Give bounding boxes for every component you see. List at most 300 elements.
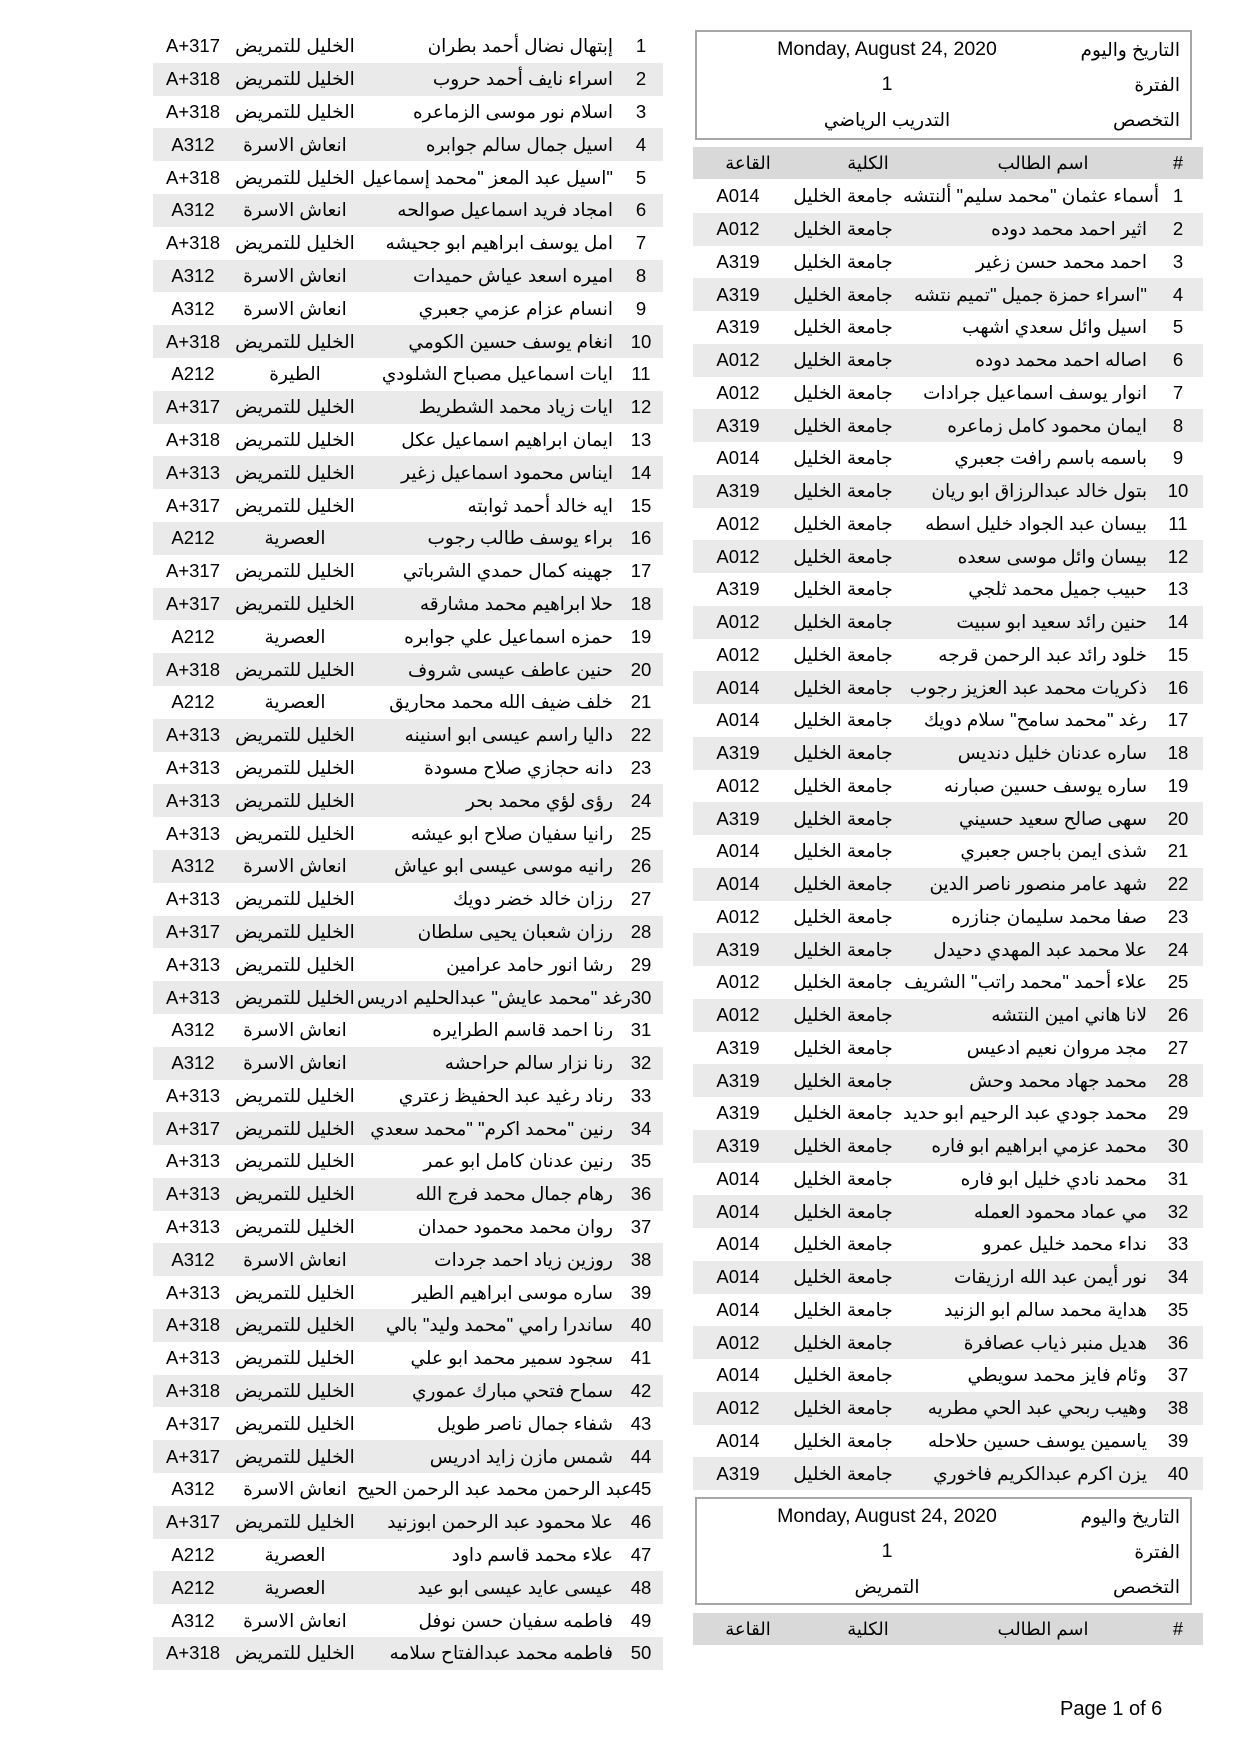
- college-name: جامعة الخليل: [793, 414, 893, 436]
- table-row: [693, 311, 1203, 344]
- header-name: اسم الطالب: [997, 152, 1089, 173]
- room-code: A319: [716, 1462, 760, 1484]
- room-code: A014: [716, 873, 760, 895]
- college-name: جامعة الخليل: [793, 1429, 893, 1451]
- row-number: 25: [1167, 971, 1189, 993]
- college-name: الخليل للتمريض: [235, 68, 355, 90]
- row-number: 40: [630, 1314, 652, 1336]
- table-row: [693, 1195, 1203, 1228]
- table-row: [153, 260, 663, 293]
- row-number: 44: [630, 1445, 652, 1467]
- row-number: 39: [1167, 1429, 1189, 1451]
- period-value: 1: [881, 1540, 893, 1562]
- row-number: 20: [1167, 807, 1189, 829]
- student-name: وئام فايز محمد سويطي: [967, 1364, 1147, 1386]
- major-value: التدريب الرياضي: [823, 108, 951, 130]
- student-name: إبتهال نضال أحمد بطران: [427, 35, 613, 57]
- row-number: 3: [635, 100, 647, 122]
- row-number: 27: [1167, 1036, 1189, 1058]
- student-name: سماح فتحي مبارك عموري: [412, 1380, 613, 1402]
- college-name: جامعة الخليل: [793, 1135, 893, 1157]
- row-number: 9: [635, 297, 647, 319]
- college-name: جامعة الخليل: [793, 283, 893, 305]
- student-name: حمزه اسماعيل علي جوابره: [404, 625, 613, 647]
- row-number: 13: [630, 428, 652, 450]
- header-num: #: [1172, 1618, 1183, 1639]
- row-number: 48: [630, 1576, 652, 1598]
- student-name: نور أيمن عبد الله ارزيقات: [954, 1266, 1147, 1288]
- row-number: 38: [1167, 1397, 1189, 1419]
- row-number: 10: [1167, 480, 1189, 502]
- major-value: التمريض: [854, 1575, 920, 1597]
- room-code: A+313: [165, 461, 220, 483]
- table-row: [153, 588, 663, 621]
- header-room: القاعة: [725, 152, 771, 173]
- row-number: 50: [630, 1642, 652, 1664]
- college-name: جامعة الخليل: [793, 1102, 893, 1124]
- student-name: خلود رائد عبد الرحمن قرجه: [938, 643, 1147, 665]
- student-name: ساره عدنان خليل دنديس: [957, 742, 1147, 764]
- college-name: الخليل للتمريض: [235, 658, 355, 680]
- college-name: الخليل للتمريض: [235, 822, 355, 844]
- row-number: 35: [1167, 1298, 1189, 1320]
- row-number: 46: [630, 1511, 652, 1533]
- table-row: [153, 555, 663, 588]
- room-code: A212: [171, 691, 215, 713]
- table-row: [153, 1014, 663, 1047]
- student-name: رغد "محمد سامح" سلام دويك: [923, 709, 1147, 731]
- student-name: مجد مروان نعيم ادعيس: [966, 1036, 1147, 1058]
- student-name: امل يوسف ابراهيم ابو جحيشه: [385, 232, 613, 254]
- table-row: [693, 180, 1203, 213]
- college-name: جامعة الخليل: [793, 742, 893, 764]
- row-number: 49: [630, 1609, 652, 1631]
- row-number: 24: [1167, 938, 1189, 960]
- room-code: A312: [171, 297, 215, 319]
- table-row: [693, 213, 1203, 246]
- header-college: الكلية: [847, 1618, 889, 1639]
- room-code: A+313: [165, 756, 220, 778]
- student-name: يزن اكرم عبدالكريم فاخوري: [933, 1462, 1147, 1484]
- room-code: A014: [716, 447, 760, 469]
- table-row: [153, 1375, 663, 1408]
- student-name: شمس مازن زايد ادريس: [429, 1445, 613, 1467]
- student-name: صفا محمد سليمان جنازره: [951, 905, 1147, 927]
- room-code: A+317: [165, 35, 220, 57]
- table-row: [153, 1604, 663, 1637]
- table-row: [693, 1392, 1203, 1425]
- room-code: A+318: [165, 1642, 220, 1664]
- row-number: 37: [1167, 1364, 1189, 1386]
- student-name: رؤى لؤي محمد بحر: [466, 789, 613, 811]
- college-name: الخليل للتمريض: [235, 166, 355, 188]
- college-name: جامعة الخليل: [793, 1331, 893, 1353]
- college-name: جامعة الخليل: [793, 643, 893, 665]
- table-row: [153, 883, 663, 916]
- table-row: [693, 1064, 1203, 1097]
- student-name: احمد محمد حسن زغير: [975, 250, 1147, 272]
- college-name: جامعة الخليل: [793, 774, 893, 796]
- college-name: الخليل للتمريض: [235, 953, 355, 975]
- college-name: الخليل للتمريض: [235, 1281, 355, 1303]
- period-line: [697, 67, 1190, 102]
- table-row: [693, 475, 1203, 508]
- room-code: A012: [716, 1397, 760, 1419]
- college-name: انعاش الاسرة: [243, 855, 347, 877]
- student-name: عبد الرحمن محمد عبد الرحمن الحيح: [357, 1478, 633, 1500]
- row-number: 17: [630, 560, 652, 582]
- college-name: الطيرة: [269, 363, 321, 385]
- row-number: 12: [630, 396, 652, 418]
- row-number: 26: [630, 855, 652, 877]
- college-name: العصرية: [264, 1544, 326, 1566]
- college-name: جامعة الخليل: [793, 1233, 893, 1255]
- table-row: [153, 1309, 663, 1342]
- room-code: A+313: [165, 888, 220, 910]
- table-row: [153, 424, 663, 457]
- table-row: [693, 1163, 1203, 1196]
- row-number: 14: [630, 461, 652, 483]
- student-name: ايناس محمود اسماعيل زغير: [401, 461, 613, 483]
- college-name: جامعة الخليل: [793, 807, 893, 829]
- table-row: [693, 1130, 1203, 1163]
- room-code: A312: [171, 1478, 215, 1500]
- college-name: الخليل للتمريض: [235, 756, 355, 778]
- student-name: رشا انور حامد عرامين: [446, 953, 613, 975]
- table-row: [693, 933, 1203, 966]
- room-code: A012: [716, 512, 760, 534]
- row-number: 5: [1172, 316, 1184, 338]
- row-number: 6: [1172, 349, 1184, 371]
- table-row: [153, 161, 663, 194]
- row-number: 30: [1167, 1135, 1189, 1157]
- row-number: 24: [630, 789, 652, 811]
- college-name: العصرية: [264, 527, 326, 549]
- student-name: روان محمد محمود حمدان: [417, 1216, 613, 1238]
- table-row: [693, 409, 1203, 442]
- college-name: جامعة الخليل: [793, 1298, 893, 1320]
- row-number: 19: [1167, 774, 1189, 796]
- student-name: اسيل وائل سعدي اشهب: [962, 316, 1147, 338]
- student-name: اسراء حمزة جميل "تميم نتشه": [913, 283, 1147, 305]
- student-name: محمد جهاد محمد وحش: [969, 1069, 1147, 1091]
- student-name: انسام عزام عزمي جعبري: [418, 297, 613, 319]
- table-row: [153, 128, 663, 161]
- college-name: جامعة الخليل: [793, 971, 893, 993]
- student-name: رناد رغيد عبد الحفيظ زعتري: [398, 1084, 613, 1106]
- table-row: [693, 442, 1203, 475]
- row-number: 11: [631, 363, 651, 385]
- table-row: [153, 489, 663, 522]
- row-number: 36: [630, 1183, 652, 1205]
- student-name: ايات زياد محمد الشطريط: [418, 396, 613, 418]
- room-code: A014: [716, 1167, 760, 1189]
- table-row: [153, 850, 663, 883]
- table-row: [153, 1440, 663, 1473]
- table-row: [693, 278, 1203, 311]
- student-name: جهينه كمال حمدي الشرباتي: [402, 560, 613, 582]
- table-row: [693, 1294, 1203, 1327]
- table-row: [153, 1112, 663, 1145]
- college-name: الخليل للتمريض: [235, 330, 355, 352]
- table-row: [693, 1326, 1203, 1359]
- room-code: A012: [716, 218, 760, 240]
- student-name: رنين "محمد اكرم" "محمد سعدي: [370, 1117, 613, 1139]
- room-code: A+313: [165, 953, 220, 975]
- room-code: A+317: [165, 1412, 220, 1434]
- college-name: جامعة الخليل: [793, 1069, 893, 1091]
- college-name: انعاش الاسرة: [243, 1019, 347, 1041]
- college-name: الخليل للتمريض: [235, 1511, 355, 1533]
- table-header-top: [693, 147, 1203, 179]
- table-row: [693, 770, 1203, 803]
- room-code: A+317: [165, 592, 220, 614]
- student-name: سهى صالح سعيد حسيني: [958, 807, 1147, 829]
- student-name: حنين رائد سعيد ابو سبيت: [956, 611, 1147, 633]
- row-number: 1: [1172, 185, 1184, 207]
- table-row: [153, 1539, 663, 1572]
- table-row: [153, 522, 663, 555]
- college-name: جامعة الخليل: [793, 1397, 893, 1419]
- student-name: وهيب ربحي عبد الحي مطريه: [927, 1397, 1147, 1419]
- row-number: 43: [630, 1412, 652, 1434]
- row-number: 29: [1167, 1102, 1189, 1124]
- student-name: اميره اسعد عياش حميدات: [412, 264, 613, 286]
- college-name: جامعة الخليل: [793, 938, 893, 960]
- table-row: [153, 620, 663, 653]
- major-line: [697, 1569, 1190, 1604]
- student-name: شذى ايمن باجس جعبري: [960, 840, 1147, 862]
- college-name: الخليل للتمريض: [235, 1412, 355, 1434]
- college-name: جامعة الخليل: [793, 840, 893, 862]
- room-code: A212: [171, 527, 215, 549]
- college-name: جامعة الخليل: [793, 1200, 893, 1222]
- student-name: براء يوسف طالب رجوب: [427, 527, 613, 549]
- table-row: [153, 1506, 663, 1539]
- room-code: A319: [716, 414, 760, 436]
- college-name: الخليل للتمريض: [235, 789, 355, 811]
- college-name: جامعة الخليل: [793, 611, 893, 633]
- college-name: انعاش الاسرة: [243, 133, 347, 155]
- table-row: [153, 227, 663, 260]
- row-number: 17: [1167, 709, 1189, 731]
- row-number: 13: [1167, 578, 1189, 600]
- room-code: A212: [171, 363, 215, 385]
- room-code: A+318: [165, 166, 220, 188]
- college-name: جامعة الخليل: [793, 349, 893, 371]
- row-number: 16: [630, 527, 652, 549]
- table-row: [153, 391, 663, 424]
- college-name: الخليل للتمريض: [235, 428, 355, 450]
- row-number: 18: [1167, 742, 1189, 764]
- top-info-box: [695, 30, 1192, 140]
- row-number: 23: [630, 756, 652, 778]
- student-name: علاء محمد قاسم داود: [451, 1544, 613, 1566]
- student-name: ايه خالد أحمد ثوابته: [467, 494, 613, 516]
- room-code: A319: [716, 1036, 760, 1058]
- table-row: [693, 966, 1203, 999]
- student-name: روزين زياد احمد جردات: [434, 1248, 613, 1270]
- date-line: [697, 32, 1190, 67]
- table-row: [693, 573, 1203, 606]
- room-code: A+318: [165, 232, 220, 254]
- row-number: 29: [630, 953, 652, 975]
- row-number: 12: [1167, 545, 1189, 567]
- table-row: [153, 916, 663, 949]
- room-code: A+313: [165, 724, 220, 746]
- right-student-table: [693, 180, 1203, 1490]
- student-name: فاطمه سفيان حسن نوفل: [418, 1609, 613, 1631]
- room-code: A+317: [165, 1117, 220, 1139]
- table-row: [693, 540, 1203, 573]
- row-number: 39: [630, 1281, 652, 1303]
- student-name: خلف ضيف الله محمد محاريق: [389, 691, 613, 713]
- student-name: باسمه باسم رافت جعبري: [954, 447, 1147, 469]
- room-code: A+317: [165, 560, 220, 582]
- room-code: A014: [716, 1429, 760, 1451]
- row-number: 34: [1167, 1266, 1189, 1288]
- student-name: علاء أحمد "محمد راتب" الشريف: [904, 971, 1147, 993]
- table-row: [153, 1571, 663, 1604]
- student-name: بيسان وائل موسى سعده: [957, 545, 1147, 567]
- table-row: [693, 868, 1203, 901]
- college-name: الخليل للتمريض: [235, 494, 355, 516]
- college-name: الخليل للتمريض: [235, 724, 355, 746]
- student-name: اسيل عبد المعز "محمد إسماعيل": [362, 166, 613, 188]
- student-name: محمد عزمي ابراهيم ابو فاره: [931, 1135, 1147, 1157]
- room-code: A+313: [165, 789, 220, 811]
- room-code: A014: [716, 185, 760, 207]
- room-code: A212: [171, 1576, 215, 1598]
- college-name: الخليل للتمريض: [235, 35, 355, 57]
- room-code: A319: [716, 578, 760, 600]
- college-name: انعاش الاسرة: [243, 1248, 347, 1270]
- row-number: 28: [1167, 1069, 1189, 1091]
- student-name: حنين عاطف عيسى شروف: [407, 658, 613, 680]
- row-number: 19: [630, 625, 652, 647]
- college-name: انعاش الاسرة: [243, 1052, 347, 1074]
- table-row: [153, 1178, 663, 1211]
- college-name: الخليل للتمريض: [235, 461, 355, 483]
- row-number: 9: [1172, 447, 1184, 469]
- row-number: 7: [1172, 381, 1184, 403]
- row-number: 40: [1167, 1462, 1189, 1484]
- row-number: 3: [1172, 250, 1184, 272]
- room-code: A014: [716, 709, 760, 731]
- row-number: 21: [630, 691, 652, 713]
- row-number: 8: [635, 264, 647, 286]
- student-name: دانه حجازي صلاح مسودة: [424, 756, 613, 778]
- table-row: [153, 325, 663, 358]
- row-number: 22: [1167, 873, 1189, 895]
- student-name: محمد جودي عبد الرحيم ابو حديد: [903, 1102, 1148, 1124]
- college-name: الخليل للتمريض: [235, 560, 355, 582]
- student-name: ايات اسماعيل مصباح الشلودي: [381, 363, 613, 385]
- room-code: A319: [716, 1069, 760, 1091]
- row-number: 35: [630, 1150, 652, 1172]
- student-name: رانيا سفيان صلاح ابو عيشه: [410, 822, 613, 844]
- row-number: 32: [1167, 1200, 1189, 1222]
- row-number: 31: [1167, 1167, 1189, 1189]
- student-name: محمد نادي خليل ابو فاره: [960, 1167, 1147, 1189]
- table-row: [153, 817, 663, 850]
- college-name: الخليل للتمريض: [235, 986, 355, 1008]
- student-name: سجود سمير محمد ابو علي: [410, 1347, 613, 1369]
- row-number: 14: [1167, 611, 1189, 633]
- table-row: [153, 30, 663, 63]
- room-code: A319: [716, 250, 760, 272]
- room-code: A+317: [165, 1445, 220, 1467]
- table-row: [693, 1032, 1203, 1065]
- table-row: [693, 344, 1203, 377]
- student-name: اثير احمد محمد دوده: [991, 218, 1147, 240]
- student-name: رانيه موسى عيسى ابو عياش: [394, 855, 613, 877]
- student-name: رنا نزار سالم حراحشه: [444, 1052, 613, 1074]
- room-code: A+313: [165, 1347, 220, 1369]
- row-number: 20: [630, 658, 652, 680]
- room-code: A+317: [165, 396, 220, 418]
- student-name: رهام جمال محمد فرج الله: [415, 1183, 613, 1205]
- date-label: التاريخ واليوم: [1080, 1505, 1180, 1527]
- room-code: A012: [716, 1004, 760, 1026]
- room-code: A319: [716, 283, 760, 305]
- college-name: الخليل للتمريض: [235, 100, 355, 122]
- table-row: [693, 802, 1203, 835]
- college-name: الخليل للتمريض: [235, 1380, 355, 1402]
- left-student-table: [153, 30, 663, 1670]
- room-code: A+313: [165, 1183, 220, 1205]
- row-number: 33: [1167, 1233, 1189, 1255]
- row-number: 23: [1167, 905, 1189, 927]
- major-line: [697, 102, 1190, 137]
- college-name: انعاش الاسرة: [243, 264, 347, 286]
- student-name: ايمان محمود كامل زماعره: [947, 414, 1147, 436]
- table-row: [153, 948, 663, 981]
- college-name: جامعة الخليل: [793, 1004, 893, 1026]
- college-name: انعاش الاسرة: [243, 297, 347, 319]
- room-code: A014: [716, 1298, 760, 1320]
- header-num: #: [1172, 152, 1183, 173]
- table-row: [153, 1637, 663, 1670]
- student-name: اسلام نور موسى الزماعره: [412, 100, 613, 122]
- college-name: جامعة الخليل: [793, 1364, 893, 1386]
- room-code: A+318: [165, 1380, 220, 1402]
- student-name: هديل منبر ذياب عصافرة: [963, 1331, 1147, 1353]
- room-code: A212: [171, 1544, 215, 1566]
- table-row: [153, 981, 663, 1014]
- table-row: [153, 653, 663, 686]
- room-code: A012: [716, 381, 760, 403]
- room-code: A319: [716, 807, 760, 829]
- row-number: 32: [630, 1052, 652, 1074]
- table-row: [153, 752, 663, 785]
- row-number: 1: [635, 35, 647, 57]
- header-college: الكلية: [847, 152, 889, 173]
- room-code: A+313: [165, 1084, 220, 1106]
- room-code: A319: [716, 316, 760, 338]
- college-name: الخليل للتمريض: [235, 1183, 355, 1205]
- student-name: مي عماد محمود العمله: [973, 1200, 1147, 1222]
- row-number: 16: [1167, 676, 1189, 698]
- student-name: هداية محمد سالم ابو الزنيد: [944, 1298, 1147, 1320]
- room-code: A014: [716, 840, 760, 862]
- table-row: [153, 1211, 663, 1244]
- room-code: A+313: [165, 822, 220, 844]
- table-row: [153, 292, 663, 325]
- table-row: [153, 63, 663, 96]
- room-code: A312: [171, 1052, 215, 1074]
- college-name: العصرية: [264, 691, 326, 713]
